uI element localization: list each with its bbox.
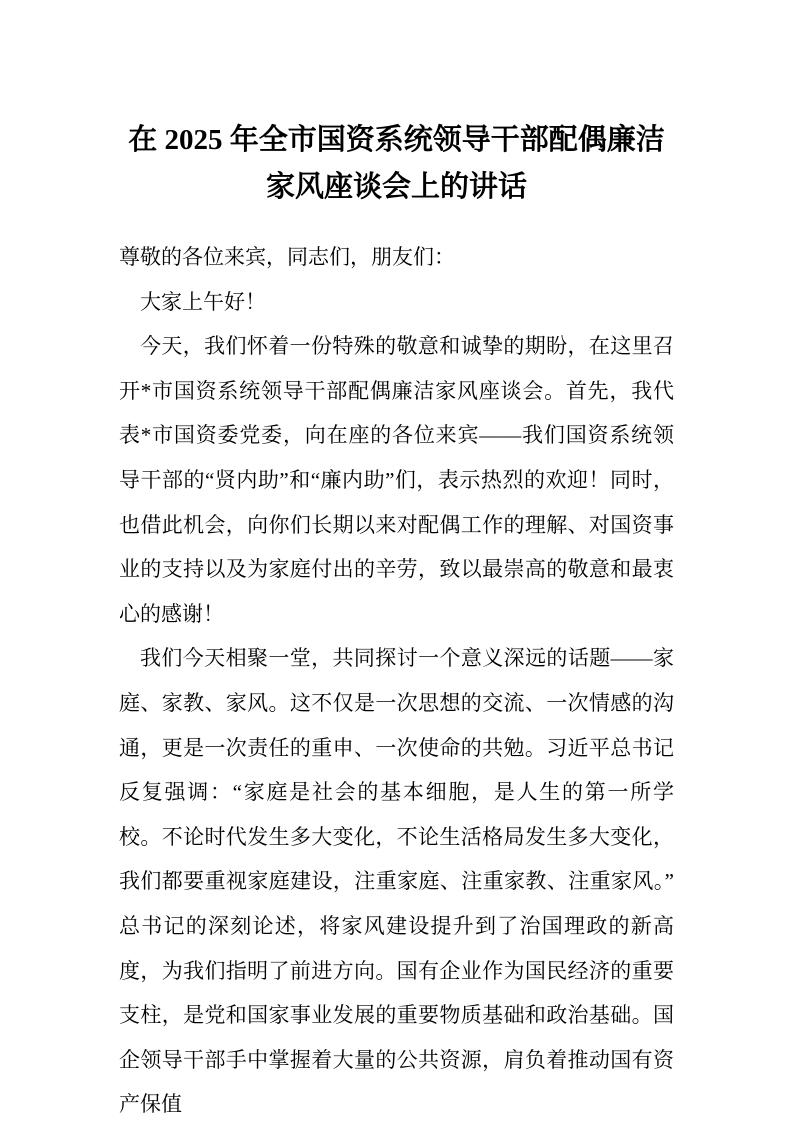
document-body xyxy=(119,235,674,1122)
paragraph-salutation: 尊敬的各位来宾，同志们，朋友们： xyxy=(119,245,455,269)
document-title: 在 2025 年全市国资系统领导干部配偶廉洁家风座谈会上的讲话 xyxy=(128,124,665,203)
paragraph-body-1: 今天，我们怀着一份特殊的敬意和诚挚的期盼，在这里召开*市国资系统领导干部配偶廉洁家风座谈会。首先，我代表*市国资委党委，向在座的各位来宾——我们国资系统领导干部的“贤内助”和“廉内助”们，表示热烈的欢迎！同时，也借此机会，向你们长期以来对配偶工作的理解、对国资事业的支持以及为家庭付出的辛劳，致以最崇高的敬意和最衷心的感谢！ xyxy=(119,334,674,626)
paragraph-greeting: 大家上午好！ xyxy=(140,289,266,314)
paragraph-body-2: 我们今天相聚一堂，共同探讨一个意义深远的话题——家庭、家教、家风。这不仅是一次思想的交流、一次情感的沟通，更是一次责任的重申、一次使命的共勉。习近平总书记反复强调：“家庭是社会的基本细胞，是人生的第一所学校。不论时代发生多大变化，不论生活格局发生多大变化，我们都要重视家庭建设，注重家庭、注重家教、注重家风。”总书记的深刻论述，将家风建设提升到了治国理政的新高度，为我们指明了前进方向。国有企业作为国民经济的重要支柱，是党和国家事业发展的重要物质基础和政治基础。国企领导干部手中掌握着大量的公共资源，肩负着推动国有资产保值 xyxy=(119,646,674,1117)
